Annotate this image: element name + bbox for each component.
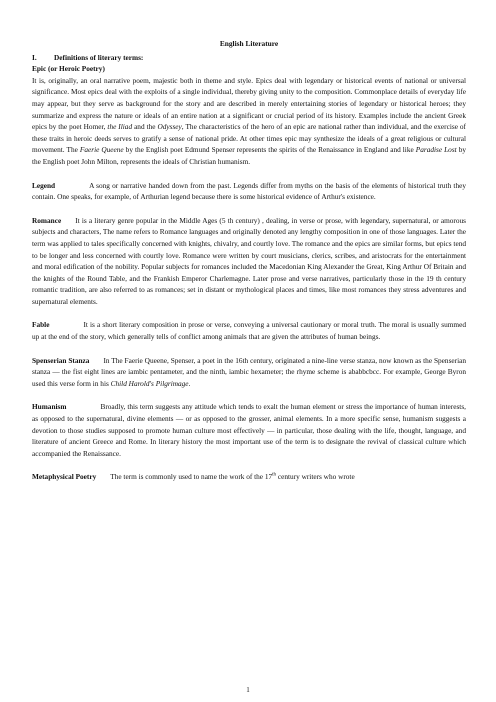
epic-paragraph: It is, originally, an oral narrative poem, majestic both in theme and style. Epics deal with legendary or historical events of national or universal significance. Most epics deal with the exploits of a single individual, thereby giving unity to the composition. Commonplace details of everyday life may appear, but they serve as background for the story and are described in merely entertaining stories of legendary or historical heroes; they summarize and express the nature or ideals of an entire nation at a significant or crucial period of its history. Examples include the ancient Greek epics by the poet Homer, the Iliad and the Odyssey, The characteristics of the hero of an epic are national rather than individual, and the exercise of these traits in heroic deeds serves to gratify a sense of national pride. At other times epic may synthesize the ideals of a great religious or cultural movement. The Faerie Queene by the English poet Edmund Spenser represents the spirits of the Renaissance in England and like Paradise Lost by the English poet John Milton, represents the ideals of Christian humanism. <box>32 75 467 166</box>
childe-harold-title: Child Harold's Pilgrimage <box>110 378 189 388</box>
section-heading <box>32 52 466 64</box>
odyssey-title: Odyssey <box>157 122 182 132</box>
spenserian-term: Spenserian Stanza <box>32 355 90 365</box>
romance-term: Romance <box>32 215 62 225</box>
fable-paragraph: Fable It is a short literary composition in prose or verse, conveying a universal cautionary or moral truth. The moral is usually summed up at the end of the story, which generally tells of conflict among animals that are given the attributes of human beings. <box>32 320 466 342</box>
metaphysical-paragraph: Metaphysical Poetry The term is commonly used to name the work of the 17th century writers who wrote <box>32 472 355 482</box>
section-number: I. <box>32 52 37 62</box>
metaphysical-term: Metaphysical Poetry <box>32 472 97 482</box>
romance-paragraph: Romance It is a literary genre popular in the Middle Ages (5 th century) , dealing, in verse or prose, with legendary, supernatural, or amorous subjects and characters, The name refers to Romance languages and originally denoted any lengthy composition in one of those languages. Later the term was applied to tales specifically concerned with knights, chivalry, and courtly love. The romance and the epics are similar forms, but epics tend to be longer and less concerned with courtly love. Romance were written by court musicians, clerics, scribes, and aristocrats for the entertainment and moral edification of the nobility. Popular subjects for romances included the Macedonian King Alexander the Great, King Arthur Of Britain and the knights of the Round Table, and the Frankish Emperor Charlemagne. Later prose and verse narratives, particularly those in the 19 th century romantic tradition, are also referred to as romances; set in distant or mythological places and times, like most romances they stress adventures and supernatural elements. <box>32 215 466 306</box>
iliad-title: the Iliad <box>107 122 133 132</box>
epic-heading: Epic (or Heroic Poetry) <box>32 64 105 74</box>
legend-paragraph: Legend A song or narrative handed down from the past. Legends differ from myths on the basis of the elements of historical truth they contain. One speaks, for example, of Arthurian legend because there is some historical evidence of Arthur's existence. <box>32 180 466 202</box>
page-number: 1 <box>246 686 250 694</box>
document-title: English Literature <box>219 39 279 48</box>
fable-term: Fable <box>32 320 50 330</box>
legend-term: Legend <box>32 180 56 190</box>
document-body <box>32 38 466 483</box>
humanism-term: Humanism <box>32 402 67 412</box>
paradise-lost-title: Paradise Lost <box>415 145 457 155</box>
humanism-paragraph: Humanism Broadly, this term suggests any attitude which tends to exalt the human element or stress the importance of human interests, as opposed to the supernatural, divine elements — or as opposed to the grosser, animal elements. In a more specific sense, humanism suggests a devotion to those studies supposed to promote human culture most effectively — in particular, those dealing with the life, thought, language, and literature of ancient Greece and Rome. In literary history the most important use of the term is to designate the revival of classical culture which accompanied the Renaissance. <box>32 402 466 458</box>
spenserian-paragraph: Spenserian Stanza In The Faerie Queene, Spenser, a poet in the 16th century, originated a nine-line verse stanza, now known as the Spenserian stanza — the fist eight lines are iambic pentameter, and the ninth, iambic hexameter; the rhyme scheme is ababbcbcc. For example, George Byron used this verse form in his Child Harold's Pilgrimage. <box>32 355 466 388</box>
section-title: Definitions of literary terms: <box>54 52 144 62</box>
faerie-queene-title: Faerie Queene <box>79 145 124 155</box>
